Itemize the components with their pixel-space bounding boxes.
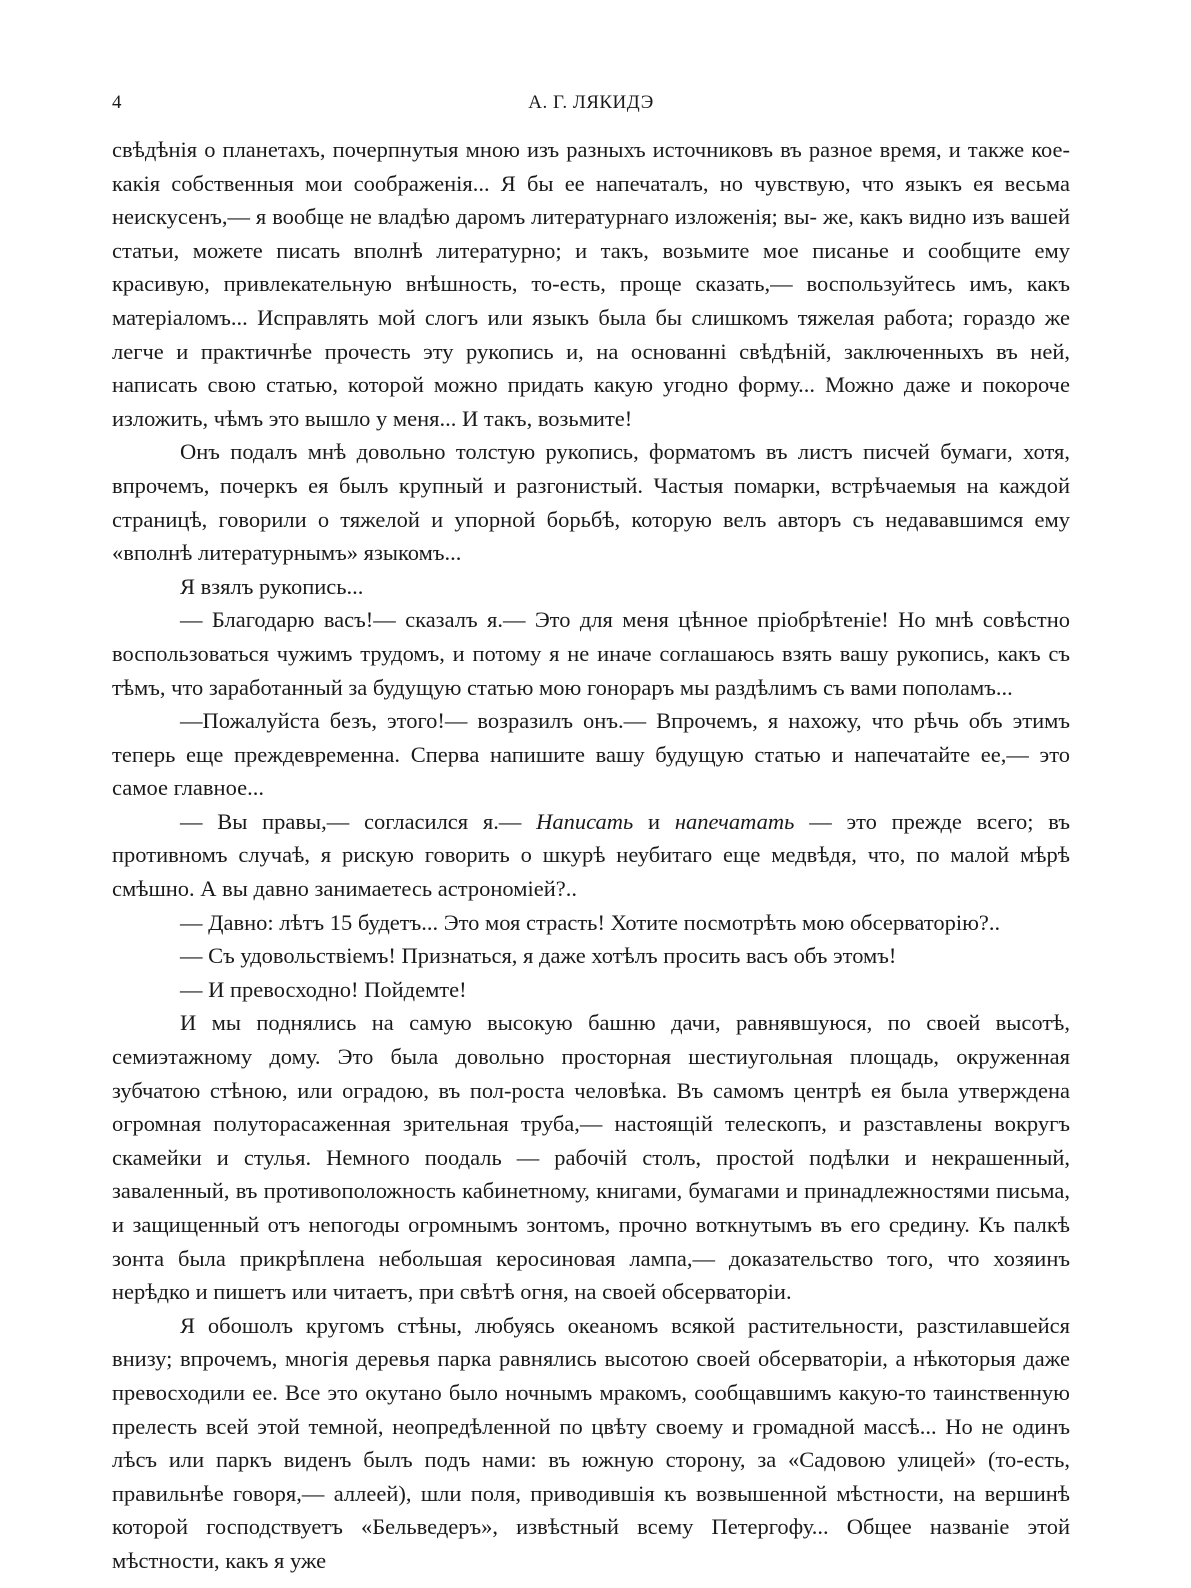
page-number: 4 (112, 92, 122, 113)
emphasis-write: Написать (536, 808, 634, 834)
paragraph: Я обошолъ кругомъ стѣны, любуясь океаномъ всякой растительности, разстилавшейся внизу; впрочемъ, многія деревья парка равнялись высотою своей обсерваторіи, а нѣкоторыя даже превосходили ее. Все это окутано было ночнымъ мракомъ, сообщавшимъ какую-то таинственную прелесть всей этой темной, неопредѣленной по цвѣту своему и громадной массѣ... Но не одинъ лѣсъ или паркъ виденъ былъ подъ нами: въ южную сторону, за «Садовою улицей» (то-есть, правильнѣе говоря,— аллеей), шли поля, приводившія къ возвышенной мѣстности, на вершинѣ которой господствуетъ «Бельведеръ», извѣстный всему Петергофу... Общее названіе этой мѣстности, какъ я уже (112, 1312, 1070, 1573)
paragraph: — И превосходно! Пойдемте! (180, 976, 467, 1002)
paragraph: — Давно: лѣтъ 15 будетъ... Это моя страсть! Хотите посмотрѣть мою обсерваторію?.. (180, 909, 1001, 935)
paragraph: И мы поднялись на самую высокую башню дачи, равнявшуюся, по своей высотѣ, семиэтажному дому. Это была довольно просторная шестиугольная площадь, окруженная зубчатою стѣною, или оградою, въ пол-роста человѣка. Въ самомъ центрѣ ея была утверждена огромная полуторасаженная зрительная труба,— настоящій телескопъ, и разставлены вокругъ скамейки и стулья. Немного поодаль — рабочій столъ, простой подѣлки и некрашенный, заваленный, въ противоположность кабинетному, книгами, бумагами и принадлежностями письма, и защищенный отъ непогоды огромнымъ зонтомъ, прочно воткнутымъ въ его средину. Къ палкѣ зонта была прикрѣплена небольшая керосиновая лампа,— доказательство того, что хозяинъ нерѣдко и пишетъ или читаетъ, при свѣтѣ огня, на своей обсерваторіи. (112, 1010, 1070, 1305)
paragraph: — Благодарю васъ!— сказалъ я.— Это для меня цѣнное пріобрѣтеніе! Но мнѣ совѣстно воспользоваться чужимъ трудомъ, и потому я не иначе соглашаюсь взять вашу рукопись, какъ съ тѣмъ, что заработанный за будущую статью мою гонораръ мы раздѣлимъ съ вами пополамъ... (112, 607, 1070, 700)
running-title: А. Г. ЛЯКИДЭ (528, 92, 654, 113)
emphasis-print: напечатать (674, 808, 795, 834)
text-run: — Вы правы,— согласился я.— (180, 808, 537, 834)
paragraph: — Съ удовольствіемъ! Признаться, я даже хотѣлъ просить васъ объ этомъ! (180, 943, 897, 969)
paragraph: —Пожалуйста безъ, этого!— возразилъ онъ.— Впрочемъ, я нахожу, что рѣчь объ этимъ теперь еще преждевременна. Сперва напишите вашу будущую статью и напечатайте ее,— это самое главное... (112, 708, 1070, 801)
paragraph: Я взялъ рукопись... (180, 573, 364, 599)
body-text (112, 133, 1070, 1578)
paragraph: свѣдѣнія о планетахъ, почерпнутыя мною изъ разныхъ источниковъ въ разное время, и также кое-какія собственныя мои соображенія... Я бы ее напечаталъ, но чувствую, что языкъ ея весьма неискусенъ,— я вообще не владѣю даромъ литературнаго изложенія; вы- же, какъ видно изъ вашей статьи, можете писать вполнѣ литературно; и такъ, возьмите мое писанье и сообщите ему красивую, привлекательную внѣшность, то-есть, проще сказать,— воспользуйтесь имъ, какъ матеріаломъ... Исправлять мой слогъ или языкъ была бы слишкомъ тяжелая работа; гораздо же легче и практичнѣе прочесть эту рукопись и, на основанні свѣдѣній, заключенныхъ въ ней, написать свою статью, которой можно придать какую угодно форму... Можно даже и покороче изложить, чѣмъ это вышло у меня... И такъ, возьмите! (112, 137, 1070, 431)
text-run: — это прежде всего; въ противномъ случаѣ, я рискую говорить о шкурѣ неубитаго еще медвѣдя, что, по малой мѣрѣ смѣшно. А вы давно занимаетесь астрономіей?.. (112, 808, 1070, 902)
paragraph (112, 805, 1070, 906)
page-header (112, 92, 1070, 118)
text-run: и (633, 808, 675, 834)
paragraph: Онъ подалъ мнѣ довольно толстую рукопись, форматомъ въ листъ писчей бумаги, хотя, впрочемъ, почеркъ ея былъ крупный и разгонистый. Частыя помарки, встрѣчаемыя на каждой страницѣ, говорили о тяжелой и упорной борьбѣ, которую велъ авторъ съ недававшимся ему «вполнѣ литературнымъ» языкомъ... (112, 439, 1070, 566)
